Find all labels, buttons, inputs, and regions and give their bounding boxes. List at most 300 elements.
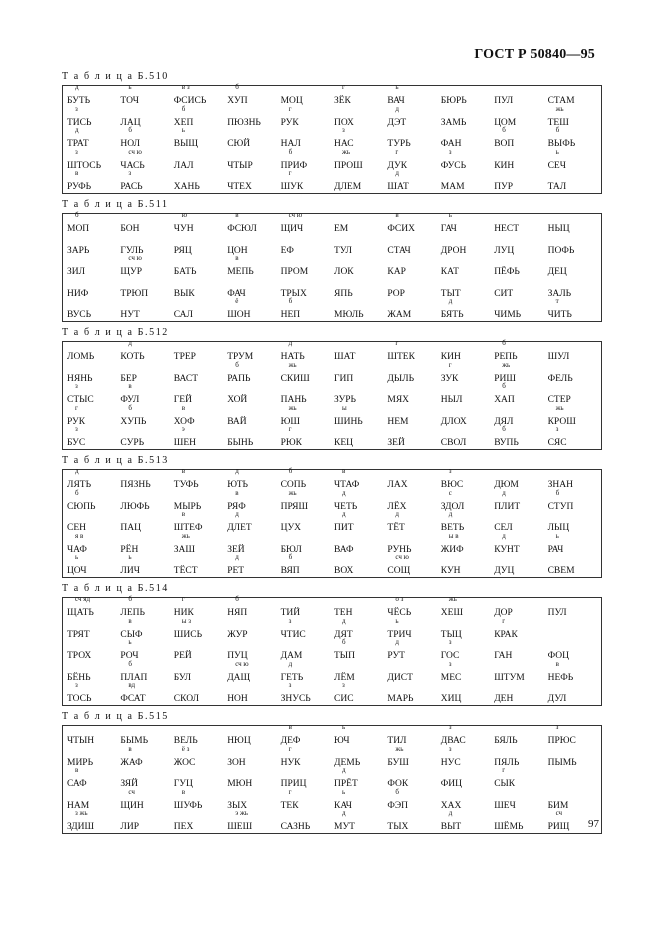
table-cell	[225, 808, 278, 833]
syllable-word: ТЕК	[280, 800, 299, 811]
pronunciation-mark: жь	[502, 360, 511, 369]
pronunciation-mark: д	[75, 83, 79, 92]
pronunciation-mark: ь	[181, 126, 185, 135]
pronunciation-mark: с	[448, 488, 452, 497]
pronunciation-mark: жь	[288, 488, 297, 497]
syllable-word: ХЕШ	[440, 608, 464, 619]
syllable-word: ТЕШ	[547, 117, 569, 128]
document-code: ГОСТ Р 50840—95	[474, 47, 595, 62]
pronunciation-mark: д	[395, 510, 399, 519]
syllable-word: РУТ	[387, 651, 405, 662]
syllable-word: ФЕЛЬ	[547, 373, 573, 384]
syllable-word: ПЯЛЬ	[494, 757, 520, 768]
syllable-word: НАМ	[67, 800, 90, 811]
syllable-word: ТРУМ	[227, 352, 254, 363]
table-cell	[546, 236, 599, 257]
table-cell	[279, 104, 332, 129]
syllable-word: СЮЙ	[227, 139, 251, 150]
syllable-word: ПУЛ	[547, 608, 567, 619]
table-row	[65, 552, 599, 577]
syllable-word: ВЕЛЬ	[173, 736, 198, 747]
pronunciation-mark: г	[395, 339, 399, 348]
word-table	[62, 199, 602, 322]
pronunciation-mark: г	[342, 83, 345, 92]
table-cell	[546, 385, 599, 406]
pronunciation-mark: б	[235, 360, 239, 369]
pronunciation-mark: г	[288, 744, 292, 753]
syllable-word: ЦОЧ	[67, 565, 87, 576]
table-cell	[492, 641, 545, 662]
syllable-word: ШЕШ	[227, 821, 253, 832]
table-cell	[492, 513, 545, 534]
syllable-word: МОП	[67, 224, 90, 235]
table-cell	[385, 147, 438, 172]
table-cell	[332, 403, 385, 428]
syllable-word: ДЫЛЬ	[387, 373, 415, 384]
syllable-word: БЯЛЬ	[494, 736, 518, 747]
table-cell	[65, 364, 118, 385]
table-cell	[332, 300, 385, 321]
syllable-word: ЖОС	[173, 757, 196, 768]
pronunciation-mark: жь	[342, 147, 351, 156]
syllable-word: ТУЛ	[334, 245, 352, 256]
table-cell	[492, 279, 545, 300]
table-cell	[225, 748, 278, 769]
syllable-word: ШТЕФ	[173, 523, 203, 534]
pronunciation-mark: ё з	[181, 744, 190, 753]
table-cell	[546, 214, 599, 235]
syllable-word: ДЕЦ	[547, 267, 567, 278]
pronunciation-mark: сч ю	[128, 147, 142, 156]
syllable-word: СТАЧ	[387, 245, 411, 256]
pronunciation-mark: д	[235, 510, 239, 519]
word-table	[62, 327, 602, 450]
pronunciation-mark: ь	[395, 616, 399, 625]
table-cell	[172, 663, 225, 684]
syllable-word: ВЫТ	[440, 821, 462, 832]
syllable-word: ЧИМЬ	[494, 309, 522, 320]
syllable-word: ТЕН	[334, 608, 353, 619]
table-cell	[65, 257, 118, 278]
syllable-word: СЮПЬ	[67, 501, 96, 512]
syllable-word: БУТЬ	[67, 96, 91, 107]
table-cell	[279, 236, 332, 257]
syllable-word: НЕФЬ	[547, 672, 574, 683]
syllable-word: РЯФ	[227, 501, 246, 512]
pronunciation-mark: з	[555, 723, 559, 732]
table-cell	[172, 342, 225, 363]
pronunciation-mark: ь	[448, 211, 452, 220]
table-cell	[65, 595, 118, 619]
table-cell	[225, 488, 278, 513]
syllable-word: ПЯЗНЬ	[120, 480, 151, 491]
table-cell	[439, 769, 492, 790]
table-cell	[332, 680, 385, 705]
syllable-word: ЗАМЬ	[440, 117, 467, 128]
pronunciation-mark: д	[342, 808, 346, 817]
table-row	[65, 403, 599, 427]
pronunciation-mark: д	[342, 510, 346, 519]
syllable-word: ЗЁК	[334, 96, 351, 107]
syllable-word: ЕМ	[334, 224, 349, 235]
pronunciation-mark: г	[502, 616, 506, 625]
syllable-word: СЕЧ	[547, 160, 566, 171]
table-cell	[172, 126, 225, 150]
table-cell	[225, 552, 278, 577]
table-cell	[172, 257, 225, 278]
syllable-word: ФУСЬ	[440, 160, 467, 171]
table-cell	[118, 787, 171, 812]
table-cell	[118, 744, 171, 769]
table-cell	[385, 595, 438, 619]
syllable-word: ЛИЧ	[120, 565, 140, 576]
syllable-word: ГЕЙ	[173, 395, 192, 406]
pronunciation-mark: з	[75, 147, 78, 156]
syllable-word: ШИСЬ	[173, 629, 203, 640]
syllable-word: КАТ	[440, 267, 459, 278]
pronunciation-mark: сч ю	[288, 211, 303, 220]
pronunciation-mark: з	[75, 424, 78, 433]
syllable-word: ЧИТЬ	[547, 309, 572, 320]
pronunciation-mark: б	[128, 659, 132, 668]
syllable-word: БУС	[67, 437, 86, 448]
table-frame	[62, 597, 602, 706]
syllable-word: ДАМ	[280, 651, 303, 662]
table-cell	[279, 641, 332, 662]
table-caption: Т а б л и ц а Б.510	[62, 71, 169, 82]
syllable-word: ХОФ	[173, 416, 195, 427]
syllable-word: РУНЬ	[387, 544, 412, 555]
table-cell	[332, 510, 385, 534]
table-cell	[65, 531, 118, 556]
table-cell	[385, 104, 438, 129]
syllable-word: ЮТЬ	[227, 480, 248, 491]
pronunciation-mark: ь	[128, 552, 132, 561]
table-row	[65, 616, 599, 640]
syllable-word: ЗОН	[227, 757, 246, 768]
table-cell	[385, 407, 438, 428]
table-cell	[439, 723, 492, 747]
pronunciation-mark: ь	[128, 638, 132, 647]
pronunciation-mark: э	[181, 424, 185, 433]
pronunciation-mark: г	[181, 595, 185, 604]
table-cell	[225, 108, 278, 129]
syllable-word: ЛОМЬ	[67, 352, 95, 363]
table-cell	[546, 556, 599, 577]
table-cell	[546, 342, 599, 363]
table-cell	[172, 385, 225, 406]
syllable-word: НЕП	[280, 309, 301, 320]
table-cell	[492, 470, 545, 491]
syllable-word: ТЫХ	[387, 821, 409, 832]
syllable-word: ПУЦ	[227, 651, 248, 662]
pronunciation-mark: в	[235, 254, 239, 263]
table-cell	[385, 616, 438, 641]
syllable-word: РУК	[67, 416, 86, 427]
syllable-word: ЛЁМ	[334, 672, 355, 683]
syllable-word: МАМ	[440, 181, 465, 192]
table-cell	[172, 172, 225, 193]
pronunciation-mark: в	[75, 168, 79, 177]
syllable-word: ДЛЕМ	[334, 181, 362, 192]
table-cell	[172, 279, 225, 300]
syllable-word: РОЧ	[120, 651, 139, 662]
pronunciation-mark: б	[75, 488, 79, 497]
syllable-word: ДЕН	[494, 693, 514, 704]
table-cell	[65, 791, 118, 812]
table-cell	[225, 151, 278, 172]
table-cell	[492, 684, 545, 705]
table-cell	[65, 300, 118, 321]
syllable-word: ДУЦ	[494, 565, 515, 576]
pronunciation-mark: д	[342, 616, 346, 625]
syllable-word: ЧАСЬ	[120, 160, 145, 171]
table-cell	[65, 382, 118, 406]
pronunciation-mark: г	[502, 766, 506, 775]
syllable-word: ТИСЬ	[67, 117, 92, 128]
syllable-word: ЧТИС	[280, 629, 306, 640]
table-cell	[279, 279, 332, 300]
syllable-word: ТРОХ	[67, 651, 92, 662]
table-cell	[65, 766, 118, 790]
table-cell	[279, 147, 332, 172]
table-row	[65, 766, 599, 790]
pronunciation-mark: я в	[75, 531, 84, 540]
syllable-word: ВЫФЬ	[547, 139, 576, 150]
pronunciation-mark: жь	[555, 403, 564, 412]
table-cell	[172, 641, 225, 662]
syllable-word: РОР	[387, 288, 405, 299]
syllable-word: ТОЧ	[120, 96, 139, 107]
syllable-word: ЕФ	[280, 245, 294, 256]
table-cell	[332, 616, 385, 641]
syllable-word: ЗУРЬ	[334, 395, 356, 406]
syllable-word: РЕПЬ	[494, 352, 518, 363]
table-cell	[118, 513, 171, 534]
table-cell	[65, 424, 118, 449]
pronunciation-mark: сч ю	[395, 552, 409, 561]
syllable-word: ШОН	[227, 309, 251, 320]
table-caption: Т а б л и ц а Б.511	[62, 199, 169, 210]
syllable-word: ПРИФ	[280, 160, 308, 171]
syllable-word: КУНТ	[494, 544, 520, 555]
syllable-word: ФСИХ	[387, 224, 415, 235]
syllable-word: ЖУР	[227, 629, 248, 640]
table-cell	[492, 791, 545, 812]
table-cell	[118, 680, 171, 705]
syllable-word: СТЕР	[547, 395, 571, 406]
pronunciation-mark: г	[288, 104, 292, 113]
pronunciation-mark: б	[502, 382, 506, 391]
table-cell	[225, 172, 278, 193]
table-cell	[225, 726, 278, 747]
pronunciation-mark: з	[448, 147, 452, 156]
syllable-word: ШЕЧ	[494, 800, 516, 811]
table-cell	[172, 211, 225, 235]
syllable-word: БЮЛ	[280, 544, 302, 555]
syllable-word: ХАХ	[440, 800, 462, 811]
pronunciation-mark: г	[288, 787, 292, 796]
syllable-word: ТРЫХ	[280, 288, 307, 299]
table-row	[65, 126, 599, 150]
table-cell	[279, 769, 332, 790]
table-cell	[225, 279, 278, 300]
syllable-word: ПОФЬ	[547, 245, 575, 256]
pronunciation-mark: в	[181, 787, 186, 796]
table-cell	[65, 168, 118, 193]
table-cell	[385, 168, 438, 193]
syllable-word: КРОШ	[547, 416, 576, 427]
syllable-word: ТРЯТ	[67, 629, 90, 640]
syllable-word: ПРЁТ	[334, 779, 358, 790]
table-cell	[225, 467, 278, 491]
syllable-word: СЕН	[67, 523, 86, 534]
syllable-word: МЫРЬ	[173, 501, 202, 512]
table-cell	[492, 766, 545, 790]
syllable-word: ЩИН	[120, 800, 144, 811]
table-cell	[385, 83, 438, 107]
syllable-word: РАПЬ	[227, 373, 251, 384]
pronunciation-mark: жь	[181, 531, 190, 540]
pronunciation-mark: д	[395, 638, 399, 647]
syllable-word: ТЫЦ	[440, 629, 462, 640]
syllable-word: СТУП	[547, 501, 574, 512]
table-cell	[65, 342, 118, 363]
syllable-word: НУТ	[120, 309, 140, 320]
syllable-word: ПРОШ	[334, 160, 363, 171]
table-cell	[332, 342, 385, 363]
pronunciation-mark: жь	[288, 403, 297, 412]
syllable-word: ЮЧ	[334, 736, 350, 747]
syllable-word: РЁН	[120, 544, 139, 555]
syllable-word: РЮК	[280, 437, 302, 448]
table-cell	[118, 470, 171, 491]
table-cell	[439, 531, 492, 556]
syllable-word: ФИЦ	[440, 779, 463, 790]
table-cell	[385, 535, 438, 556]
syllable-word: ТРЕР	[173, 352, 196, 363]
syllable-word: ФАЧ	[227, 288, 246, 299]
table-cell	[118, 254, 171, 278]
table-cell	[65, 211, 118, 235]
table-cell	[439, 620, 492, 641]
pronunciation-mark: б	[235, 595, 239, 604]
syllable-word: МАРЬ	[387, 693, 414, 704]
table-cell	[225, 684, 278, 705]
table-cell	[546, 513, 599, 534]
table-cell	[118, 214, 171, 235]
pronunciation-mark: сч	[128, 787, 135, 796]
pronunciation-mark: д	[448, 510, 453, 519]
syllable-word: РАЧ	[547, 544, 564, 555]
pronunciation-mark: в	[235, 211, 239, 220]
table-cell	[439, 342, 492, 363]
syllable-word: ГОС	[440, 651, 460, 662]
table-cell	[225, 595, 278, 619]
table-cell	[332, 766, 385, 790]
syllable-word: ШТЕК	[387, 352, 415, 363]
table-cell	[332, 787, 385, 812]
syllable-word: ЛАЛ	[173, 160, 194, 171]
pronunciation-mark: жь	[448, 595, 457, 604]
syllable-word: КИН	[440, 352, 461, 363]
syllable-word: ЛАХ	[387, 480, 408, 491]
table-cell	[439, 385, 492, 406]
syllable-word: ЗНУСЬ	[280, 693, 311, 704]
syllable-word: СВЕМ	[547, 565, 575, 576]
table-cell	[172, 151, 225, 172]
table-cell	[279, 257, 332, 278]
syllable-word: ЛУЦ	[494, 245, 515, 256]
table-cell	[385, 236, 438, 257]
syllable-word: ЩАТЬ	[67, 608, 94, 619]
table-cell	[172, 83, 225, 107]
table-cell	[385, 510, 438, 534]
word-table	[62, 455, 602, 578]
table-cell	[65, 83, 118, 107]
table-cell	[439, 595, 492, 619]
table-row	[65, 104, 599, 128]
table-cell	[172, 467, 225, 491]
table-cell	[279, 385, 332, 406]
syllable-word: МЕПЬ	[227, 267, 254, 278]
syllable-word: САЛ	[173, 309, 193, 320]
table-row	[65, 254, 599, 278]
pronunciation-mark: о з	[395, 595, 404, 604]
pronunciation-mark: б	[342, 638, 346, 647]
syllable-word: ТИЛ	[387, 736, 407, 747]
syllable-word: ТЁСТ	[173, 565, 198, 576]
table-cell	[225, 236, 278, 257]
table-row	[65, 638, 599, 662]
pronunciation-mark: д	[448, 808, 453, 817]
pronunciation-mark: ь	[75, 552, 79, 561]
table-cell	[279, 552, 332, 577]
table-cell	[118, 812, 171, 833]
syllable-word: ХЕП	[173, 117, 194, 128]
table-cell	[546, 86, 599, 107]
table-cell	[118, 83, 171, 107]
word-table	[62, 583, 602, 706]
syllable-word: ДЮМ	[494, 480, 519, 491]
syllable-word: ПОХ	[334, 117, 354, 128]
pronunciation-mark: сч	[555, 808, 563, 817]
syllable-word: ГУЛЬ	[120, 245, 144, 256]
syllable-word: ФСИСЬ	[173, 96, 207, 107]
pronunciation-mark: б	[555, 126, 560, 135]
table-cell	[118, 535, 171, 556]
syllable-word: ДИСТ	[387, 672, 413, 683]
table-cell	[492, 172, 545, 193]
table-cell	[65, 620, 118, 641]
syllable-word: СОЩ	[387, 565, 411, 576]
syllable-word: ФОК	[387, 779, 409, 790]
syllable-word: ЛЯТЬ	[67, 480, 92, 491]
syllable-word: НАТЬ	[280, 352, 305, 363]
syllable-word: ВЫЩ	[173, 139, 199, 150]
table-cell	[546, 531, 599, 556]
table-cell	[118, 769, 171, 790]
table-cell	[546, 403, 599, 428]
syllable-word: РЕЙ	[173, 651, 192, 662]
syllable-word: НЫЦ	[547, 224, 570, 235]
table-cell	[65, 104, 118, 129]
table-cell	[546, 126, 599, 150]
table-cell	[492, 616, 545, 641]
table-cell	[225, 254, 278, 278]
pronunciation-mark: д	[128, 339, 132, 348]
syllable-word: ТРИЧ	[387, 629, 412, 640]
